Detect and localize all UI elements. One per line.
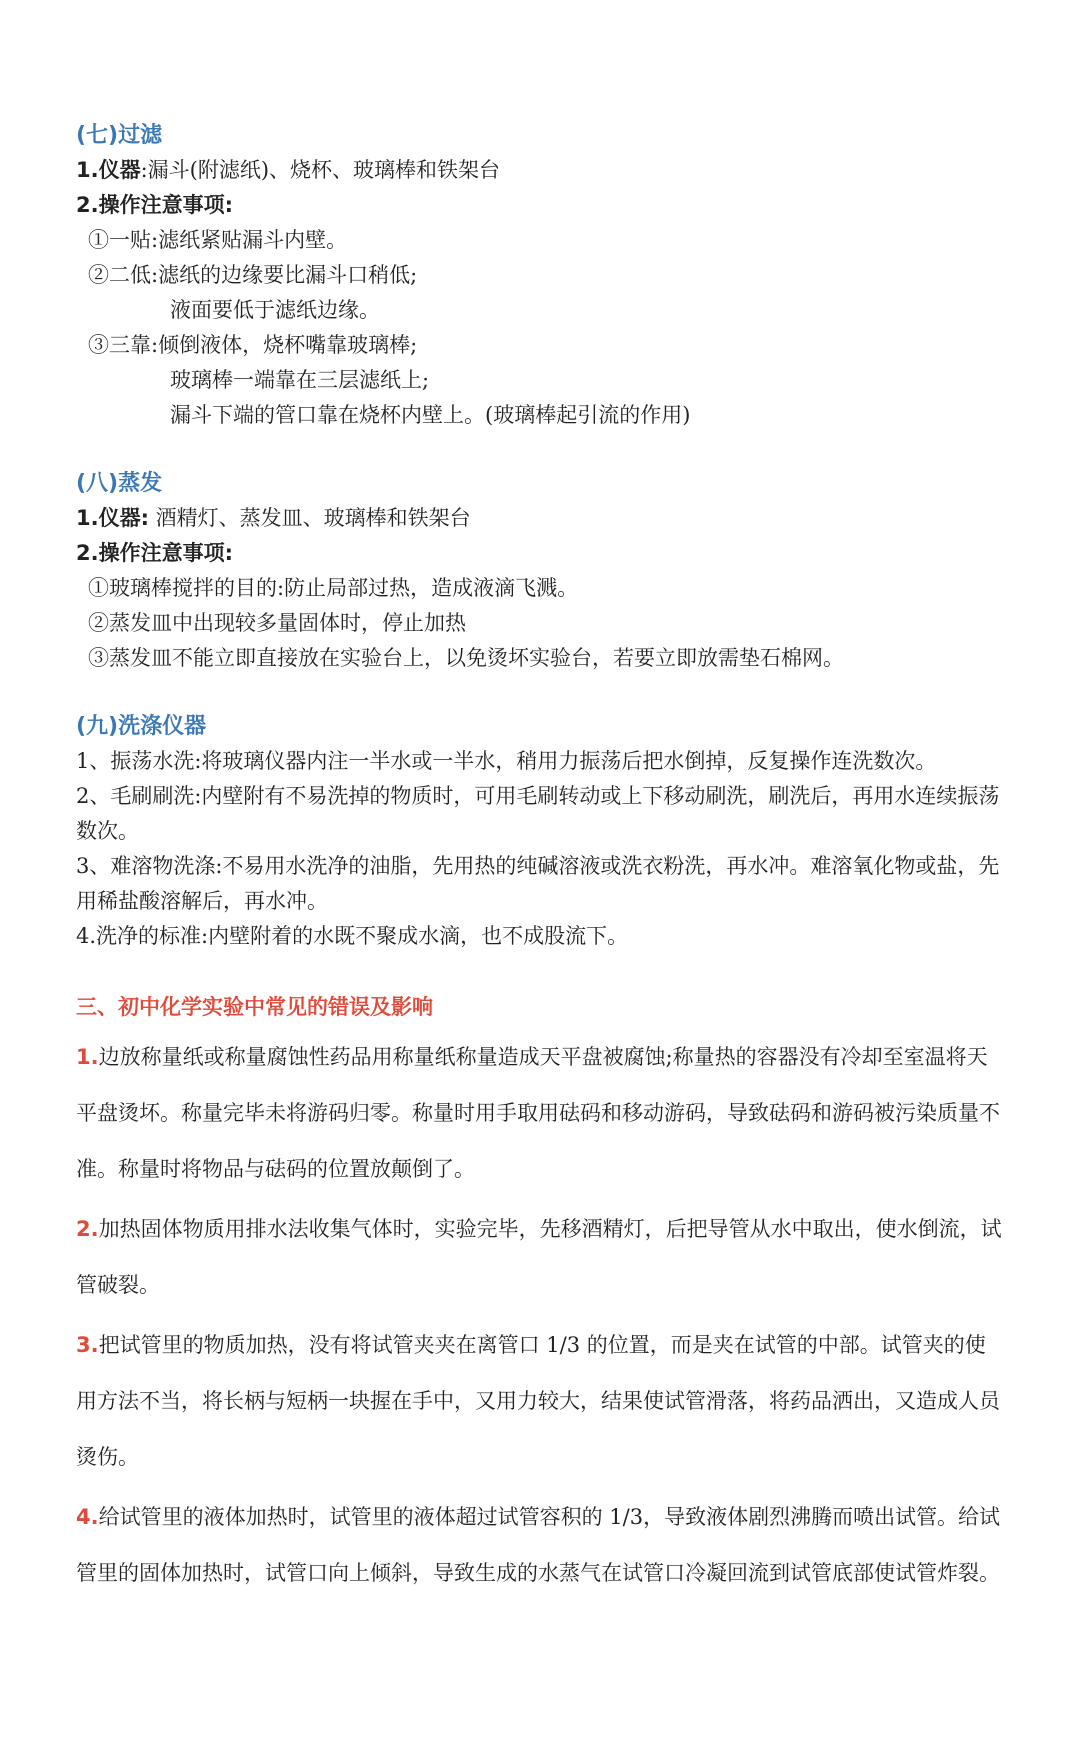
section-title-evaporation: (八)蒸发 [76, 471, 163, 496]
washing-paragraph: 1、振荡水洗:将玻璃仪器内注一半水或一半水，稍用力振荡后把水倒掉，反复操作连洗数次。 [76, 749, 937, 773]
filtration-notes-label: 2.操作注意事项: [76, 193, 233, 217]
instrument-text: 酒精灯、蒸发皿、玻璃棒和铁架台 [149, 506, 471, 530]
error-number: 3. [76, 1333, 99, 1357]
section-title-washing: (九)洗涤仪器 [76, 714, 207, 739]
instrument-text: :漏斗(附滤纸)、烧杯、玻璃棒和铁架台 [140, 158, 501, 182]
evaporation-item: ②蒸发皿中出现较多量固体时，停止加热 [88, 611, 466, 635]
evaporation-item: ①玻璃棒搅拌的目的:防止局部过热，造成液滴飞溅。 [88, 576, 579, 600]
error-number: 4. [76, 1505, 99, 1529]
error-text: 给试管里的液体加热时，试管里的液体超过试管容积的 1/3，导致液体剧烈沸腾而喷出试管。给试管里的固体加热时，试管口向上倾斜，导致生成的水蒸气在试管口冷凝回流到试管底部使试管炸裂。 [76, 1505, 1001, 1585]
filtration-item: ③三靠:倾倒液体，烧杯嘴靠玻璃棒; [88, 333, 418, 357]
error-item [76, 1029, 1006, 1197]
washing-paragraph: 2、毛刷刷洗:内壁附有不易洗掉的物质时，可用毛刷转动或上下移动刷洗，刷洗后，再用水连续振荡数次。 [76, 784, 1000, 843]
error-item [76, 1317, 1006, 1485]
section-title-errors: 三、初中化学实验中常见的错误及影响 [76, 995, 433, 1019]
washing-paragraph: 4.洗净的标准:内壁附着的水既不聚成水滴，也不成股流下。 [76, 924, 629, 948]
instrument-label: 1.仪器 [76, 158, 141, 182]
evaporation-instruments [76, 501, 1006, 536]
instrument-label: 1.仪器: [76, 506, 149, 530]
evaporation-notes-label: 2.操作注意事项: [76, 541, 233, 565]
error-number: 2. [76, 1217, 99, 1241]
filtration-item: 漏斗下端的管口靠在烧杯内壁上。(玻璃棒起引流的作用) [170, 403, 691, 427]
filtration-item: ①一贴:滤纸紧贴漏斗内壁。 [88, 228, 348, 252]
error-item [76, 1201, 1006, 1313]
error-number: 1. [76, 1045, 99, 1069]
document-page [76, 118, 1006, 1601]
filtration-instruments [76, 153, 1006, 188]
error-text: 加热固体物质用排水法收集气体时，实验完毕，先移酒精灯，后把导管从水中取出，使水倒流，试管破裂。 [76, 1217, 1002, 1297]
washing-paragraph: 3、难溶物洗涤:不易用水洗净的油脂，先用热的纯碱溶液或洗衣粉洗，再水冲。难溶氧化物或盐，先用稀盐酸溶解后，再水冲。 [76, 854, 1000, 913]
filtration-item: ②二低:滤纸的边缘要比漏斗口稍低; [88, 263, 418, 287]
filtration-item: 玻璃棒一端靠在三层滤纸上; [170, 368, 430, 392]
error-text: 边放称量纸或称量腐蚀性药品用称量纸称量造成天平盘被腐蚀;称量热的容器没有冷却至室温将天平盘烫坏。称量完毕未将游码归零。称量时用手取用砝码和移动游码，导致砝码和游码被污染质量不准。称量时将物品与砝码的位置放颠倒了。 [76, 1045, 1000, 1181]
evaporation-item: ③蒸发皿不能立即直接放在实验台上，以免烫坏实验台，若要立即放需垫石棉网。 [88, 646, 844, 670]
filtration-item: 液面要低于滤纸边缘。 [170, 298, 380, 322]
error-text: 把试管里的物质加热，没有将试管夹夹在离管口 1/3 的位置，而是夹在试管的中部。试管夹的使用方法不当，将长柄与短柄一块握在手中，又用力较大，结果使试管滑落，将药品洒出，又造成人员烫伤。 [76, 1333, 1000, 1469]
section-title-filtration: (七)过滤 [76, 123, 163, 148]
error-item [76, 1489, 1006, 1601]
